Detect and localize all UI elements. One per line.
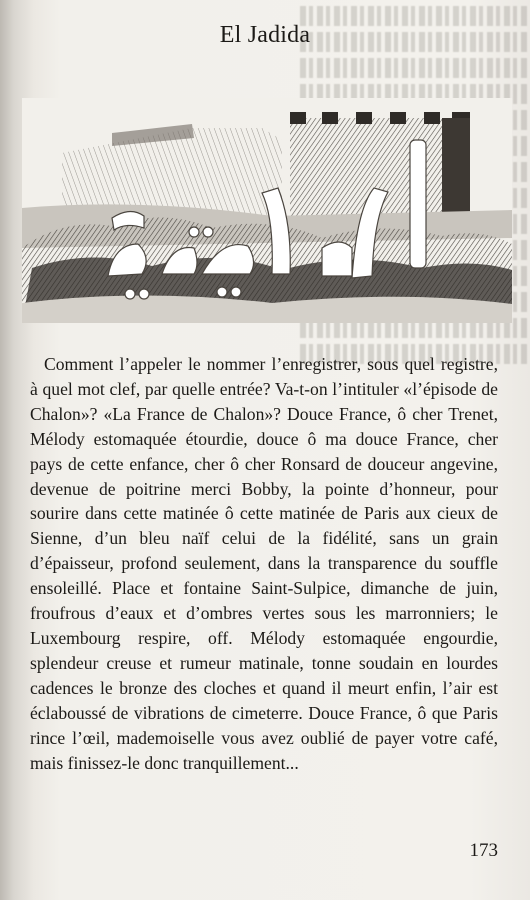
body-text [30,352,498,775]
fortress-illustration [22,98,512,323]
page-number: 173 [469,840,498,861]
chapter-title: El Jadida [219,22,311,48]
body-paragraph: Comment l’appeler le nommer l’enregistrer, sous quel registre, à quel mot clef, par quelle entrée? Va-t-on l’intituler «l’épisode de Chalon»? «La France de Chalon»? Douce France, ô cher Trenet, Mélody estomaquée étourdie, douce ô ma douce France, cher pays de cette enfance, cher ô cher Ronsard de douceur angevine, devenue de poitrine merci Bobby, la pointe d’honneur, pour sourire dans cette matinée ô cette matinée de Paris aux cieux de Sienne, d’un bleu naïf celui de la fidélité, sans un grain d’épaisseur, profond seulement, dans la transparence du souffle ensoleillé. Place et fontaine Saint-Sulpice, dimanche de juin, froufrous d’eaux et d’ombres vertes sous les marronniers; le Luxembourg respire, off. Mélody estomaquée engourdie, splendeur creuse et rumeur matinale, tonne soudain en lourdes cadences le bronze des cloches et quand il meurt enfin, l’air est éclaboussé de vibrations de cimeterre. Douce France, ô que Paris rince l’œil, mademoiselle vous avez oublié de payer votre café, mais finissez-le donc tranquillement... [30,354,498,773]
